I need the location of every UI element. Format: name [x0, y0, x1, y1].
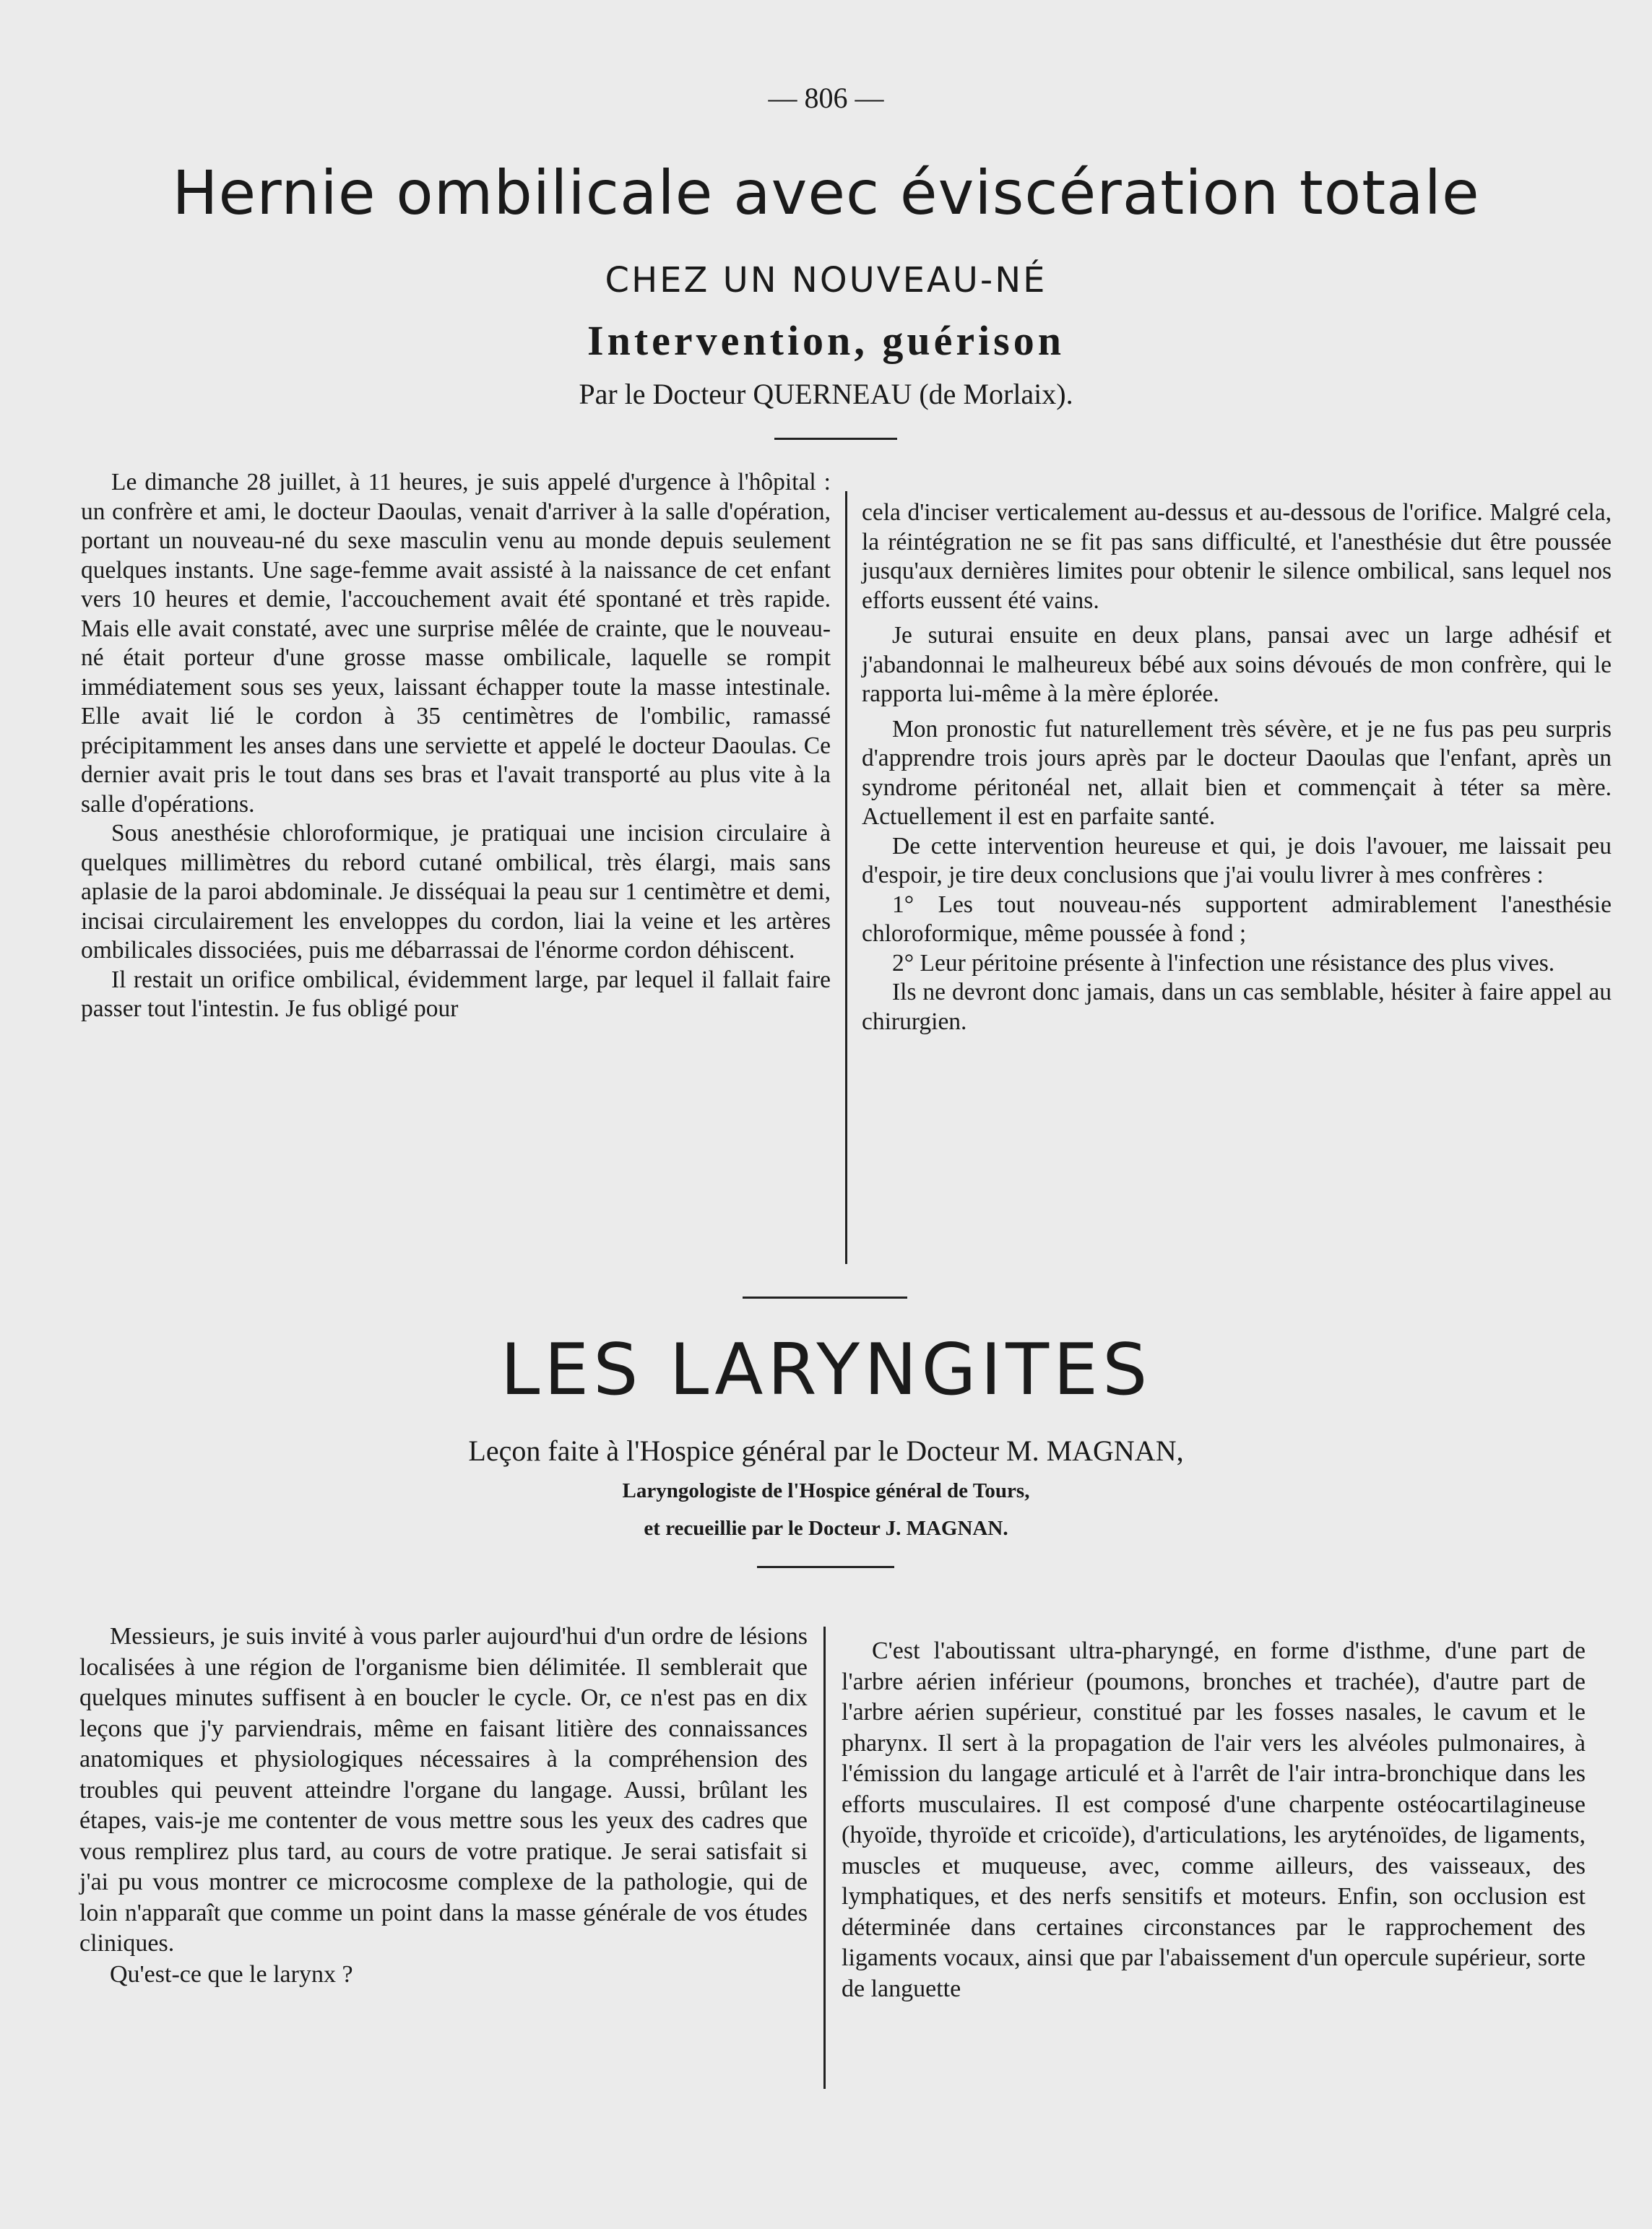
paragraph: C'est l'aboutissant ultra-pharyngé, en forme d'isthme, d'une part de l'arbre aérien inférieur (poumons, bronches et trachée), d'autre part de l'arbre aérien supérieur, constitué par les fosses nasales, le cavum et le pharynx. Il sert à la propagation de l'air vers les alvéoles pulmonaires, à l'émission du langage articulé et à l'arrêt de l'air intra-bronchique dans les efforts musculaires. Il est composé d'une charpente ostéocartilagineuse (hyoïde, thyroïde et cricoïde), d'articulations, les aryténoïdes, de ligaments, muscles et muqueuse, avec, comme ailleurs, des vaisseaux, des lymphatiques, et des nerfs sensitifs et moteurs. Enfin, son occlusion est déterminée dans certaines circonstances par le rapprochement des ligaments vocaux, ainsi que par l'abaissement d'un opercule supérieur, sorte de languette — [842, 1637, 1586, 2002]
paragraph: Il restait un orifice ombilical, évidemment large, par lequel il fallait faire passer tout l'intestin. Je fus obligé pour — [81, 966, 831, 1022]
article-column-left — [79, 1622, 808, 1990]
divider — [774, 438, 897, 440]
paragraph: Qu'est-ce que le larynx ? — [110, 1960, 353, 1988]
column-divider — [823, 1627, 826, 2089]
article-subtitle-secondary: Intervention, guérison — [587, 317, 1065, 364]
author-affiliation: Laryngologiste de l'Hospice général de Tours, — [622, 1479, 1030, 1502]
paragraph: Messieurs, je suis invité à vous parler aujourd'hui d'un ordre de lésions localisées à une région de l'organisme bien délimitée. Il semblerait que quelques minutes suffisent à en boucler le cycle. Or, ce n'est pas en dix leçons que j'y parviendrais, même en faisant litière des connaissances anatomiques et physiologiques nécessaires à la compréhension des troubles qui peuvent atteindre l'organe du langage. Aussi, brûlant les étapes, vais-je me contenter de vous mettre sous les yeux des cadres que vous remplirez plus tard, au cours de votre pratique. Je serai satisfait si j'ai pu vous montrer ce microcosme complexe de la pathologie, qui de loin n'apparaît que comme un point dans la masse générale de vos études cliniques. — [79, 1623, 808, 1957]
paragraph: Mon pronostic fut naturellement très sévère, et je ne fus pas peu surpris d'apprendre trois jours après par le docteur Daoulas que l'enfant, après un syndrome péritonéal net, allait bien et commençait à téter sa mère. Actuellement il est en parfaite santé. — [862, 715, 1612, 830]
paragraph: 1° Les tout nouveau-nés supportent admirablement l'anesthésie chloroformique, même poussée à fond ; — [862, 891, 1612, 947]
paragraph: Le dimanche 28 juillet, à 11 heures, je suis appelé d'urgence à l'hôpital : un confrère et ami, le docteur Daoulas, venait d'arriver à la salle d'opération, portant un nouveau-né du sexe masculin venu au monde depuis seulement quelques instants. Une sage-femme avait assisté à la naissance de cet enfant vers 10 heures et demie, l'accouchement avait été spontané et très rapide. Mais elle avait constaté, avec une surprise mêlée de crainte, que le nouveau-né était porteur d'une grosse masse ombilicale, laquelle se rompit immédiatement sous ses yeux, laissant échapper toute la masse intestinale. Elle avait lié le cordon à 35 centimètres de l'ombilic, ramassé précipitamment les anses dans une serviette et appelé le docteur Daoulas. Ce dernier avait pris le tout dans ses bras et l'avait transporté au plus vite à la salle d'opérations. — [81, 469, 831, 818]
article-byline: Par le Docteur QUERNEAU (de Morlaix). — [579, 378, 1073, 410]
divider — [743, 1297, 907, 1299]
paragraph: cela d'inciser verticalement au-dessus et au-dessous de l'orifice. Malgré cela, la réintégration ne se fit pas sans difficulté, et l'anesthésie dut être poussée jusqu'aux dernières limites pour obtenir le silence ombilical, sans lequel nos efforts eussent été vains. — [862, 499, 1612, 614]
article-byline: Leçon faite à l'Hospice général par le Docteur M. MAGNAN, — [468, 1434, 1184, 1467]
column-divider — [845, 491, 847, 1264]
article-column-right — [842, 1636, 1586, 2004]
article-title: LES LARYNGITES — [500, 1329, 1152, 1411]
paragraph: Sous anesthésie chloroformique, je pratiquai une incision circulaire à quelques millimètres du rebord cutané ombilical, très élargi, mais sans aplasie de la paroi abdominale. Je disséquai la peau sur 1 centimètre et demi, incisai circulairement les enveloppes du cordon, liai la veine et les artères ombilicales dissociées, puis me débarrassai de l'énorme cordon déhiscent. — [81, 820, 831, 964]
paragraph: 2° Leur péritoine présente à l'infection une résistance des plus vives. — [892, 949, 1555, 977]
paragraph: Je suturai ensuite en deux plans, pansai avec un large adhésif et j'abandonnai le malheureux bébé aux soins dévoués de mon confrère, qui le rapporta lui-même à la mère éplorée. — [862, 622, 1612, 707]
page-number: — 806 — — [768, 82, 884, 114]
author-affiliation: et recueillie par le Docteur J. MAGNAN. — [644, 1517, 1008, 1540]
article-column-left — [81, 468, 831, 1024]
article-title: Hernie ombilicale avec éviscération totale — [172, 157, 1480, 228]
article-column-right — [862, 498, 1612, 1036]
article-subtitle: CHEZ UN NOUVEAU-NÉ — [605, 260, 1047, 300]
paragraph: Ils ne devront donc jamais, dans un cas semblable, hésiter à faire appel au chirurgien. — [862, 979, 1612, 1035]
paragraph: De cette intervention heureuse et qui, je dois l'avouer, me laissait peu d'espoir, je tire deux conclusions que j'ai voulu livrer à mes confrères : — [862, 832, 1612, 888]
divider — [757, 1566, 894, 1568]
